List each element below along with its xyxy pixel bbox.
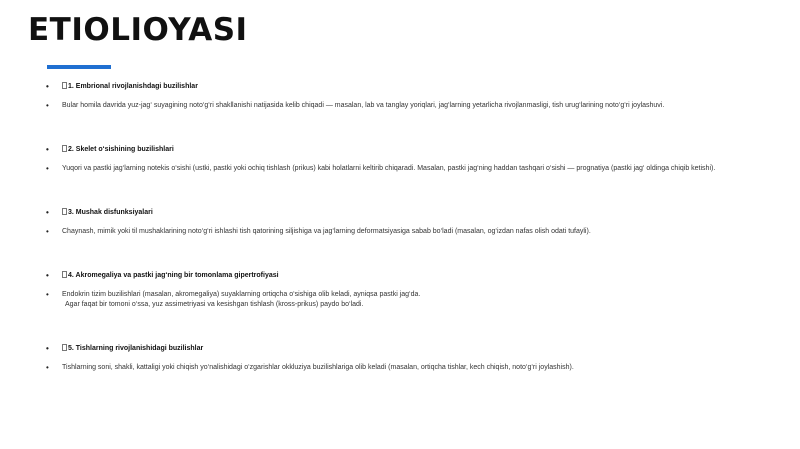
section-body-text: Chaynash, mimik yoki til mushaklarining noto‘g‘ri ishlashi tish qatorining siljishiga va jag‘larning deformatsiyasiga sabab bo‘ladi (masalan, og‘izdan nafas olish odati tufayli). [62,228,591,235]
section-heading-text: 4. Akromegaliya va pastki jag‘ning bir tomonlama gipertrofiyasi [68,272,279,279]
slide-content [46,82,786,373]
section-heading-text: 1. Embrional rivojlanishdagi buzilishlar [68,83,198,90]
title-underline [47,65,111,69]
section-body-text: Bular homila davrida yuz-jag‘ suyagining noto‘g‘ri shakllanishi natijasida kelib chiqadi — masalan, lab va tanglay yoriqlari, jag‘larning yetarlicha rivojlanmasligi, tish urug‘larining noto‘g‘ri joylashuvi. [62,102,665,109]
section-1-body [46,101,786,111]
missing-glyph-icon [62,208,67,215]
missing-glyph-icon [62,271,67,278]
section-heading-text: 3. Mushak disfunksiyalari [68,209,153,216]
section-2-body [46,164,786,174]
section-3-heading [46,208,786,218]
section-5-heading [46,344,786,354]
section-1-heading [46,82,786,92]
section-4-body [46,290,786,310]
missing-glyph-icon [62,344,67,351]
section-5-body [46,363,786,373]
section-heading-text: 5. Tishlarning rivojlanishidagi buzilishlar [68,345,204,352]
section-body-text: Endokrin tizim buzilishlari (masalan, akromegaliya) suyaklarning ortiqcha o‘sishiga olib keladi, ayniqsa pastki jag‘da. [62,291,421,298]
section-body-text: Tishlarning soni, shakli, kattaligi yoki chiqish yo‘nalishidagi o‘zgarishlar okkluziya buzilishlariga olib keladi (masalan, ortiqcha tishlar, kech chiqish, noto‘g‘ri joylashish). [62,364,574,371]
missing-glyph-icon [62,82,67,89]
section-body-text-continued: Agar faqat bir tomoni o‘ssa, yuz assimetriyasi va kesishgan tishlash (kross-prikus) paydo bo‘ladi. [65,301,364,308]
slide-title: ETIOLIOYASI [28,12,248,48]
section-2-heading [46,145,786,155]
section-3-body [46,227,786,237]
missing-glyph-icon [62,145,67,152]
section-heading-text: 2. Skelet o‘sishining buzilishlari [68,146,174,153]
section-body-text: Yuqori va pastki jag‘larning notekis o‘sishi (ustki, pastki yoki ochiq tishlash (prikus) kabi holatlarni keltirib chiqaradi. Masalan, pastki jag‘ning haddan tashqari o‘sishi — prognatiya (pastki jag‘ oldinga chiqib ketishi). [62,165,716,172]
section-4-heading [46,271,786,281]
